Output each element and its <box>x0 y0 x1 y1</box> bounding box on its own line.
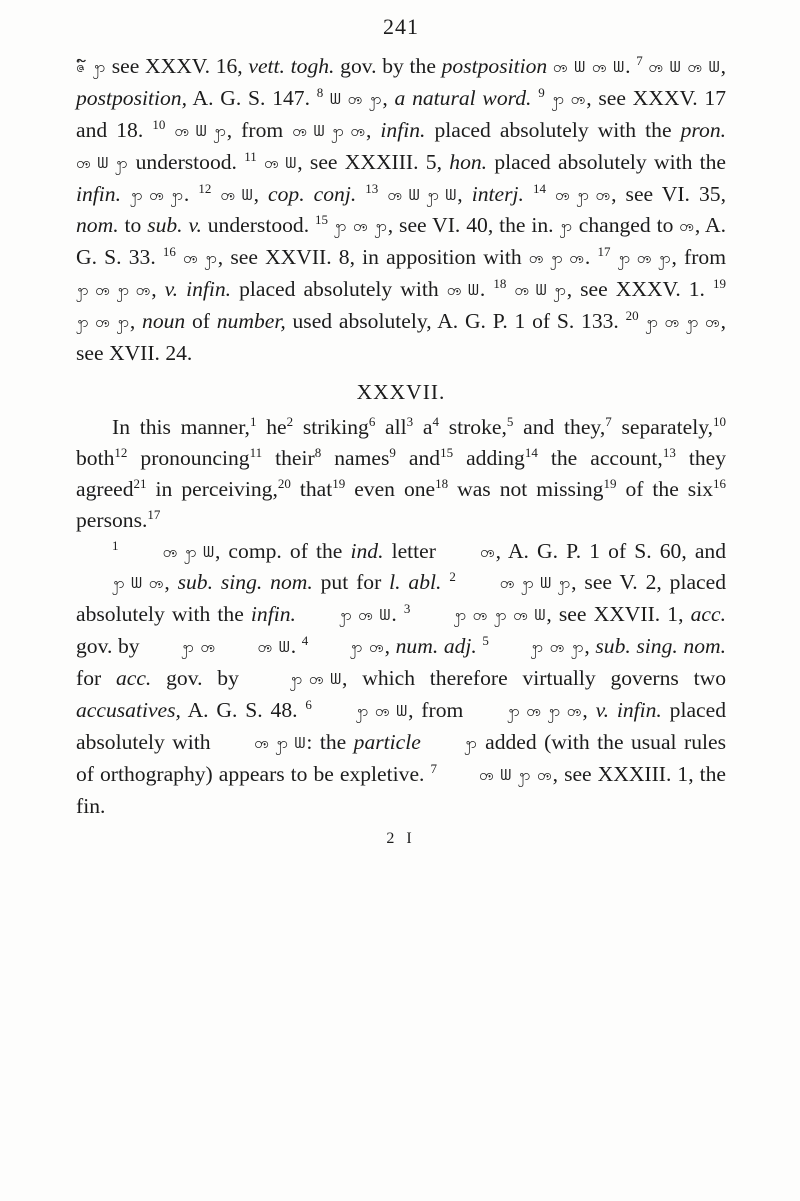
pali-word: ꧻ ꩭ ᗯ <box>162 542 215 561</box>
pali-word: ꩭ ꧻ ꩭ ꧻ <box>507 702 583 721</box>
pali-word: ꧻ ᗯ ꧻ ᗯ <box>552 57 626 76</box>
pali-word: ꩭ ꧻ ꩭ <box>333 217 388 236</box>
page-number: 241 <box>383 14 419 39</box>
translation-text: In this manner,$^1$ $he^2$ striking$^6$ all$^3$ $a^4$ stroke,$^5$ and they,$^7$ separately,$^{10}$ both$^{12}$ pronouncing$^{11}$ their$^8$ names$^9$ and$^{15}$ adding$^{14}$ the account,$^{13}$ they agreed$^{21}$ in perceiving,$^{20}$ that$^{19}$ even one$^{18}$ was not missing$^{19}$ of the six$^{16}$ persons.$^{17}$ <box>76 413 726 532</box>
pali-word: ꧻ ᗯ <box>264 153 298 172</box>
pali-word: ꩭ ꧻ ᗯ <box>355 702 409 721</box>
pali-word: ꩭ ꧻ <box>551 89 587 108</box>
pali-word: ꧻ ᗯ ꩭ <box>76 153 129 172</box>
notes-bottom <box>76 536 726 822</box>
pali-word: ꧻ ꩭ <box>183 249 218 268</box>
pali-word: ꩭ ꧻ <box>349 638 385 657</box>
note-block-top: ဇ໌ ꩭ see XXXV. 16, vett. togh. gov. by the postposition ꧻ ᗯ ꧻ ᗯ. $^7$ ꧻ ᗯ ꧻ ᗯ, postposition, A. G. S. 147. $^8$ ᗯ ꧻ ꩭ, a natural word. $^9$ ꩭ ꧻ, see XXXV. 17 and 18. $^{10}$ ꧻ ᗯ ꩭ, from ꧻ ᗯ ꩭ ꧻ, infin. placed absolutely with the pron. ꧻ ᗯ ꩭ understood. $^{11}$ ꧻ ᗯ, see XXXIII. 5, hon. placed absolutely with the infin. ꩭ ꧻ ꩭ. $^{12}$ ꧻ ᗯ, cop. conj. $^{13}$ ꧻ ᗯ ꩭ ᗯ, interj. $^{14}$ ꧻ ꩭ ꧻ, see VI. 35, nom. to sub. v. understood. $^{15}$ ꩭ ꧻ ꩭ, see VI. 40, the in. ꩭ changed to ꧻ, A. G. S. 33. $^{16}$ ꧻ ꩭ, see XXVII. 8, in apposition with ꧻ ꩭ ꧻ. $^{17}$ ꩭ ꧻ ꩭ, from ꩭ ꧻ ꩭ ꧻ, v. infin. placed absolutely with ꧻ ᗯ. $^{18}$ ꧻ ᗯ ꩭ, see XXXV. 1. $^{19}$ ꩭ ꧻ ꩭ, noun of number, used absolutely, A. G. P. 1 of S. 133. $^{20}$ ꩭ ꧻ ꩭ ꧻ, see XVII. 24. <box>76 52 727 366</box>
pali-word: ꧻ ᗯ <box>220 185 254 204</box>
pali-word: ꩭ ꧻ ꩭ ꧻ <box>76 281 152 300</box>
pali-word: ᗯ ꧻ ꩭ <box>330 89 383 108</box>
pali-word: ꧻ ꩭ ᗯ <box>254 733 307 752</box>
pali-word: ꩭ ꧻ ꩭ <box>76 313 130 332</box>
notes-top <box>76 51 726 369</box>
pali-word: ꧻ ᗯ ꩭ <box>174 121 227 140</box>
signature-mark: 2 I <box>386 829 416 847</box>
pali-word: ꧻ ᗯ <box>257 638 291 657</box>
pali-word: ꧻ ꩭ ᗯ ꩭ <box>499 574 572 593</box>
pali-word: ꩭ <box>464 733 478 752</box>
pali-word: ꧻ ᗯ ꧻ ᗯ <box>648 57 721 76</box>
pali-word: ꩭ ꧻ ꩭ ꧻ ᗯ <box>453 606 547 625</box>
pali-word: ꩭ ꧻ ᗯ <box>339 606 392 625</box>
pali-word: ꧻ ᗯ <box>446 281 480 300</box>
pali-word: ꩭ <box>559 217 573 236</box>
pali-word: ꩭ ꧻ ꩭ ꧻ <box>645 313 721 332</box>
pali-word: ꩭ ꧻ <box>181 638 216 657</box>
note-block-bottom: $^1$ ꧻ ꩭ ᗯ, comp. of the ind. letter ꧻ, A. G. P. 1 of S. 60, and ꩭ ᗯ ꧻ, sub. sing. nom. put for l. abl. $^2$ ꧻ ꩭ ᗯ ꩭ, see V. 2, placed absolutely with the infin. ꩭ ꧻ ᗯ. $^3$ ꩭ ꧻ ꩭ ꧻ ᗯ, see XXVII. 1, acc. gov. by ꩭ ꧻ ꧻ ᗯ. $^4$ ꩭ ꧻ, num. adj. $^5$ ꩭ ꧻ ꩭ, sub. sing. nom. for acc. gov. by ꩭ ꧻ ᗯ, which therefore virtually governs two accusatives, A. G. S. 48. $^6$ ꩭ ꧻ ᗯ, from ꩭ ꧻ ꩭ ꧻ, v. infin. placed absolutely with ꧻ ꩭ ᗯ: the particle ꩭ added (with the usual rules of orthography) appears to be expletive. $^7$ ꧻ ᗯ ꩭ ꧻ, see XXXIII. 1, the fin. <box>76 537 727 818</box>
translation-paragraph <box>76 412 726 536</box>
pali-word: ꧻ ᗯ ꩭ ꧻ <box>292 121 366 140</box>
pali-word: ꧻ <box>679 217 695 236</box>
pali-word: ꧻ <box>480 542 496 561</box>
pali-word: ꩭ ꧻ ꩭ <box>617 249 672 268</box>
pali-word: ꧻ ꩭ ꧻ <box>528 249 585 268</box>
pali-word: ꧻ ᗯ ꩭ <box>514 281 567 300</box>
pali-word: ꧻ ᗯ ꩭ ꧻ <box>478 765 553 784</box>
pali-word: ꩭ ꧻ ꩭ <box>530 638 585 657</box>
pali-word: ꩭ ꧻ ᗯ <box>289 670 343 689</box>
pali-word: ꩭ ꧻ ꩭ <box>130 185 184 204</box>
pali-word: ꧻ ꩭ ꧻ <box>555 185 612 204</box>
pali-word: ꧻ ᗯ ꩭ ᗯ <box>387 185 458 204</box>
pali-word: ꩭ ᗯ ꧻ <box>112 574 165 593</box>
section-heading: XXXVII. <box>356 379 446 404</box>
pali-word: ဇ໌ ꩭ <box>76 57 107 76</box>
